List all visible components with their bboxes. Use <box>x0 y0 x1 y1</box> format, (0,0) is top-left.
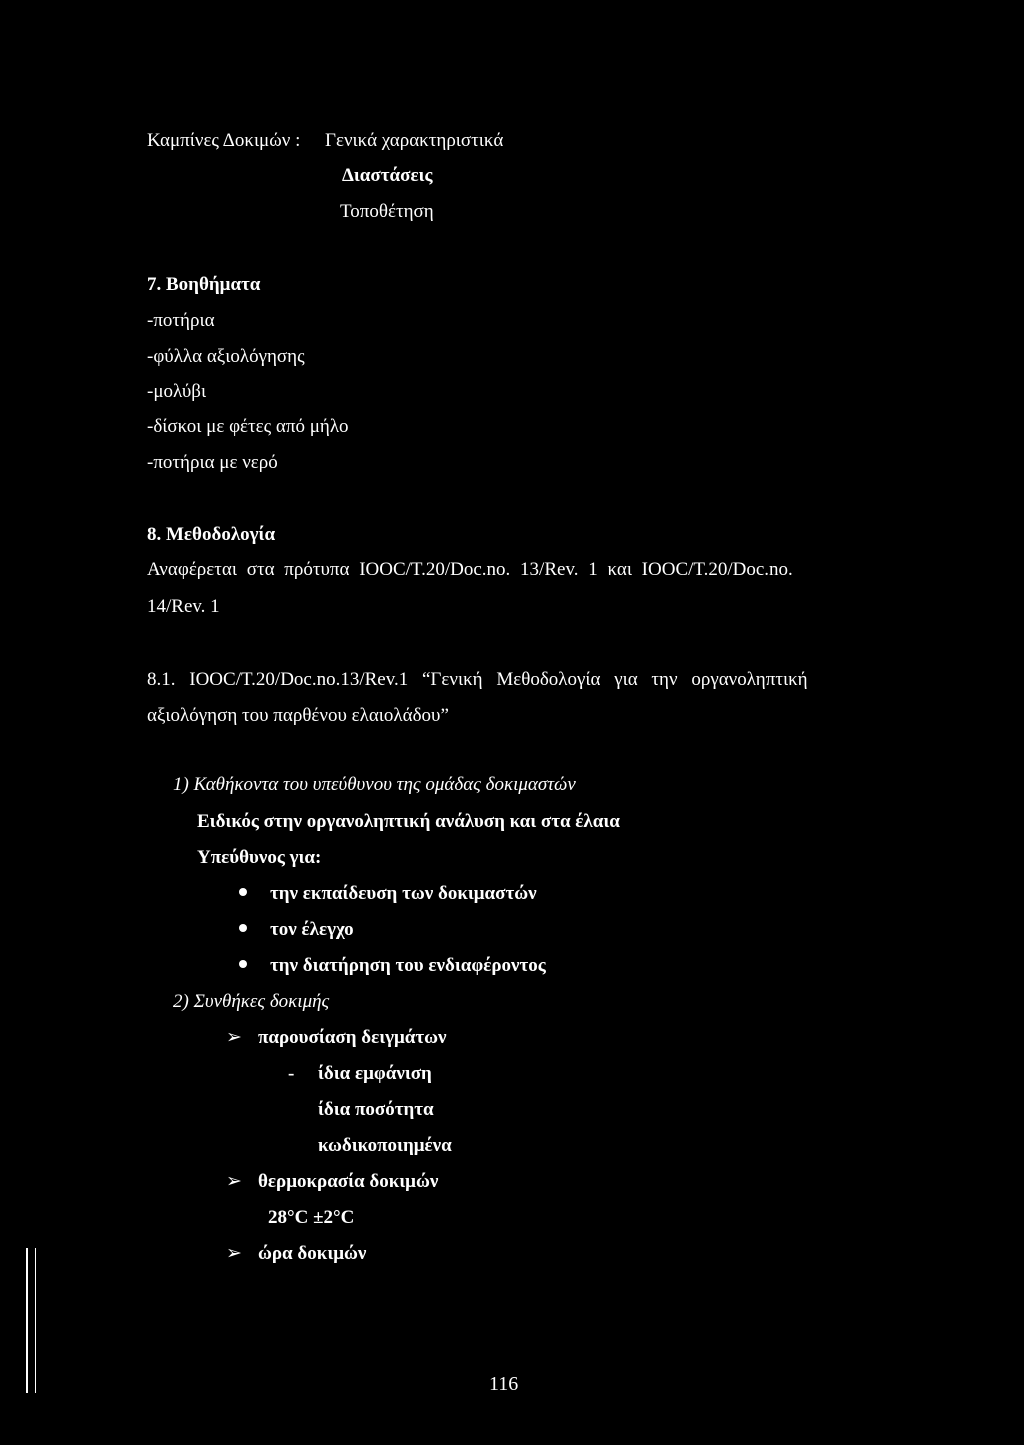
section81-line2: αξιολόγηση του παρθένου ελαιολάδου” <box>147 705 449 726</box>
section8-line2: 14/Rev. 1 <box>147 596 220 617</box>
section7-item: -ποτήρια με νερό <box>147 452 278 473</box>
margin-line <box>26 1248 28 1393</box>
bullet-icon <box>239 924 247 932</box>
bullet-icon <box>239 960 247 968</box>
item2-sub: ίδια εμφάνιση <box>318 1063 432 1084</box>
item1-bullet: την εκπαίδευση των δοκιμαστών <box>270 883 537 904</box>
header-item-placement: Τοποθέτηση <box>340 201 434 222</box>
item2-sub: ίδια ποσότητα <box>318 1099 434 1120</box>
arrow-icon: ➢ <box>226 1171 242 1192</box>
section7-title: 7. Βοηθήματα <box>147 274 261 295</box>
section7-item: -μολύβι <box>147 381 207 402</box>
item2-presentation: παρουσίαση δειγμάτων <box>258 1027 447 1048</box>
item1-bullet: τον έλεγχο <box>270 919 354 940</box>
item2-title: 2) Συνθήκες δοκιμής <box>173 991 330 1012</box>
item1-bullet: την διατήρηση του ενδιαφέροντος <box>270 955 546 976</box>
item1-title: 1) Καθήκοντα του υπεύθυνου της ομάδας δοκιμαστών <box>173 774 576 795</box>
section7-item: -δίσκοι με φέτες από μήλο <box>147 416 349 437</box>
dash-marker: - <box>288 1063 295 1084</box>
section8-line1: Αναφέρεται στα πρότυπα IOOC/T.20/Doc.no. 13/Rev. 1 και IOOC/T.20/Doc.no. <box>147 559 793 580</box>
item1-expert: Ειδικός στην οργανοληπτική ανάλυση και στα έλαια <box>197 811 620 832</box>
section8-title: 8. Μεθοδολογία <box>147 524 276 545</box>
bullet-icon <box>239 888 247 896</box>
item1-responsible: Υπεύθυνος για: <box>197 847 322 868</box>
item2-sub: κωδικοποιημένα <box>318 1135 452 1156</box>
item2-time: ώρα δοκιμών <box>258 1243 367 1264</box>
item2-temperature-value: 28°C ±2°C <box>268 1207 355 1228</box>
header-item-dimensions: Διαστάσεις <box>342 165 433 186</box>
item2-temperature: θερμοκρασία δοκιμών <box>258 1171 439 1192</box>
section7-item: -ποτήρια <box>147 310 215 331</box>
margin-line <box>35 1248 36 1393</box>
section81-line1: 8.1. IOOC/T.20/Doc.no.13/Rev.1 “Γενική Μεθοδολογία για την οργανοληπτική <box>147 669 808 690</box>
arrow-icon: ➢ <box>226 1027 242 1048</box>
section7-item: -φύλλα αξιολόγησης <box>147 346 305 367</box>
header-label: Καμπίνες Δοκιμών : <box>147 130 301 151</box>
page-number: 116 <box>489 1373 519 1395</box>
arrow-icon: ➢ <box>226 1243 242 1264</box>
header-item-general: Γενικά χαρακτηριστικά <box>325 130 504 151</box>
